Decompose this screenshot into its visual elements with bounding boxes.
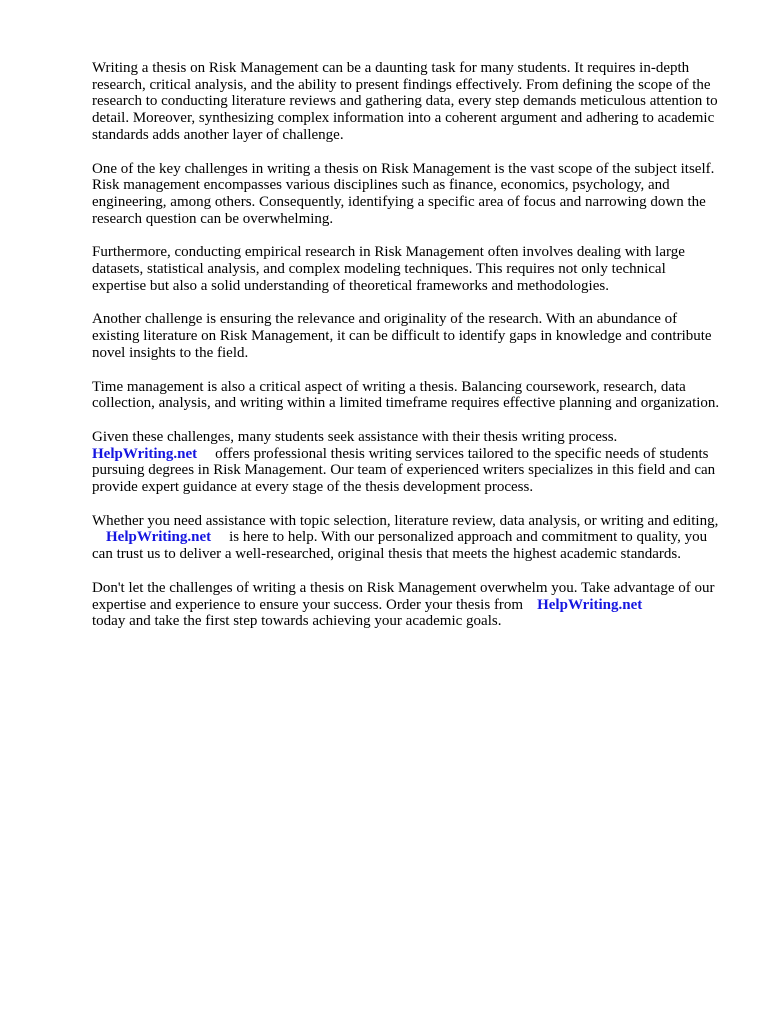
helpwriting-link[interactable]: HelpWriting.net <box>92 445 198 462</box>
closing-text-before: Don't let the challenges of writing a thesis on Risk Management overwhelm you. Take advantage of our expertise and experience to ensure your success. Order your thesis from <box>92 579 715 613</box>
paragraph-intro: Writing a thesis on Risk Management can be a daunting task for many students. It requires in-depth research, critical analysis, and the ability to present findings effectively. From defining the scope of the research to conducting literature reviews and gathering data, every step demands meticulous attention to detail. Moreover, synthesizing complex information into a coherent argument and adhering to academic standards adds another layer of challenge. <box>92 60 718 143</box>
paragraph-time-management: Time management is also a critical aspect of writing a thesis. Balancing coursework, research, data collection, analysis, and writing within a limited timeframe requires effective planning and organization. <box>92 378 720 412</box>
helpwriting-link[interactable]: HelpWriting.net <box>106 529 212 546</box>
paragraph-assistance <box>92 429 722 496</box>
paragraph-scope: One of the key challenges in writing a thesis on Risk Management is the vast scope of the subject itself. Risk management encompasses various disciplines such as finance, economics, psychology, and engineering, among others. Consequently, identifying a specific area of focus and narrowing down the research question can be overwhelming. <box>92 160 715 227</box>
document-body <box>92 60 722 647</box>
assistance-text-before: Given these challenges, many students seek assistance with their thesis writing process. <box>92 428 618 445</box>
assistance-text-after: offers professional thesis writing services tailored to the specific needs of students pursuing degrees in Risk Management. Our team of experienced writers specializes in this field and can provide expert guidance at every stage of the thesis development process. <box>92 445 716 496</box>
services-text-before: Whether you need assistance with topic selection, literature review, data analysis, or writing and editing, <box>92 512 719 529</box>
helpwriting-link[interactable]: HelpWriting.net <box>537 596 643 613</box>
paragraph-empirical: Furthermore, conducting empirical research in Risk Management often involves dealing with large datasets, statistical analysis, and complex modeling techniques. This requires not only technical expertise but also a solid understanding of theoretical frameworks and methodologies. <box>92 244 685 294</box>
services-text-after: is here to help. With our personalized approach and commitment to quality, you can trust us to deliver a well-researched, original thesis that meets the highest academic standards. <box>92 529 708 563</box>
paragraph-originality: Another challenge is ensuring the relevance and originality of the research. With an abundance of existing literature on Risk Management, it can be difficult to identify gaps in knowledge and contribute novel insights to the field. <box>92 311 712 361</box>
paragraph-closing <box>92 580 722 630</box>
paragraph-services <box>92 513 722 563</box>
closing-text-after: today and take the first step towards achieving your academic goals. <box>92 613 502 630</box>
